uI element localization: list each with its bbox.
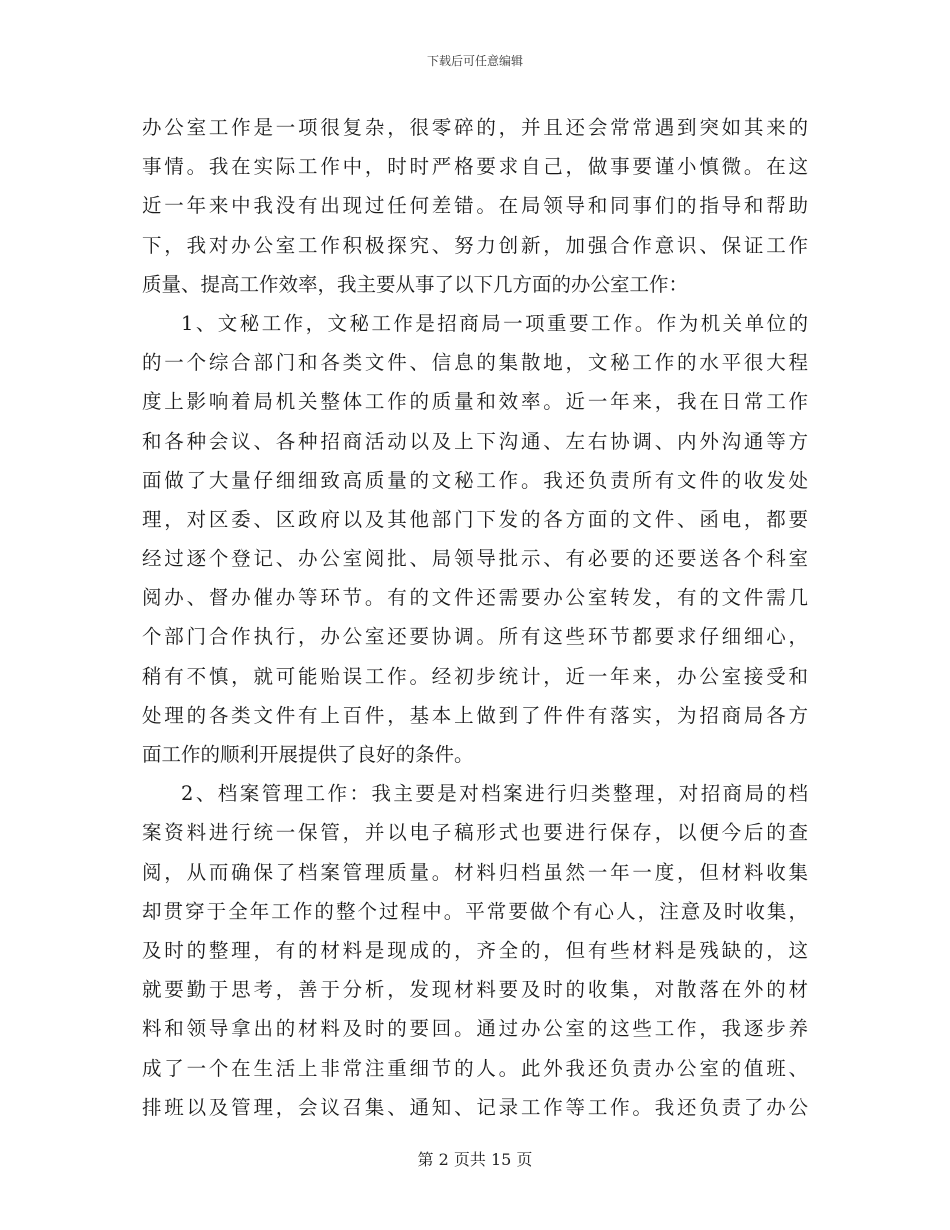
text-line: 就要勤于思考，善于分析，发现材料要及时的收集，对散落在外的材: [142, 978, 808, 1002]
text-line: 却贯穿于全年工作的整个过程中。平常要做个有心人，注意及时收集，: [142, 899, 808, 923]
text-line: 个部门合作执行，办公室还要协调。所有这些环节都要求仔细细心，: [142, 625, 808, 649]
text-line: 阅办、督办催办等环节。有的文件还需要办公室转发，有的文件需几: [142, 586, 808, 610]
text-line: 面做了大量仔细细致高质量的文秘工作。我还负责所有文件的收发处: [142, 468, 808, 492]
text-line: 度上影响着局机关整体工作的质量和效率。近一年来，我在日常工作: [142, 390, 808, 414]
text-line: 及时的整理，有的材料是现成的，齐全的，但有些材料是残缺的，这: [142, 938, 808, 962]
page-header-note: 下载后可任意编辑: [426, 54, 523, 68]
text-line: 下，我对办公室工作积极探究、努力创新，加强合作意识、保证工作: [142, 233, 808, 257]
text-line: 经过逐个登记、办公室阅批、局领导批示、有必要的还要送各个科室: [142, 547, 808, 571]
text-line: 1、文秘工作，文秘工作是招商局一项重要工作。作为机关单位的: [181, 311, 808, 335]
text-line: 处理的各类文件有上百件，基本上做到了件件有落实，为招商局各方: [142, 703, 808, 727]
text-line: 案资料进行统一保管，并以电子稿形式也要进行保存，以便今后的查: [142, 821, 808, 845]
document-body: [142, 108, 808, 1127]
text-line: 阅，从而确保了档案管理质量。材料归档虽然一年一度，但材料收集: [142, 860, 808, 884]
text-line: 稍有不慎，就可能贻误工作。经初步统计，近一年来，办公室接受和: [142, 664, 808, 688]
text-line: 面工作的顺利开展提供了良好的条件。: [142, 743, 474, 766]
text-line: 近一年来中我没有出现过任何差错。在局领导和同事们的指导和帮助: [142, 194, 808, 218]
text-line: 的一个综合部门和各类文件、信息的集散地，文秘工作的水平很大程: [142, 351, 808, 375]
text-line: 质量、提高工作效率，我主要从事了以下几方面的办公室工作：: [142, 272, 689, 296]
text-line: 料和领导拿出的材料及时的要回。通过办公室的这些工作，我逐步养: [142, 1017, 808, 1041]
page-footer: 第 2 页共 15 页: [417, 1150, 533, 1169]
text-line: 和各种会议、各种招商活动以及上下沟通、左右协调、内外沟通等方: [142, 429, 808, 453]
text-line: 2、档案管理工作：我主要是对档案进行归类整理，对招商局的档: [181, 782, 808, 806]
text-line: 成了一个在生活上非常注重细节的人。此外我还负责办公室的值班、: [142, 1056, 808, 1080]
text-line: 理，对区委、区政府以及其他部门下发的各方面的文件、函电，都要: [142, 507, 808, 531]
text-line: 办公室工作是一项很复杂，很零碎的，并且还会常常遇到突如其来的: [142, 116, 808, 139]
text-line: 事情。我在实际工作中，时时严格要求自己，做事要谨小慎微。在这: [142, 155, 808, 179]
text-line: 排班以及管理，会议召集、通知、记录工作等工作。我还负责了办公: [142, 1095, 808, 1119]
